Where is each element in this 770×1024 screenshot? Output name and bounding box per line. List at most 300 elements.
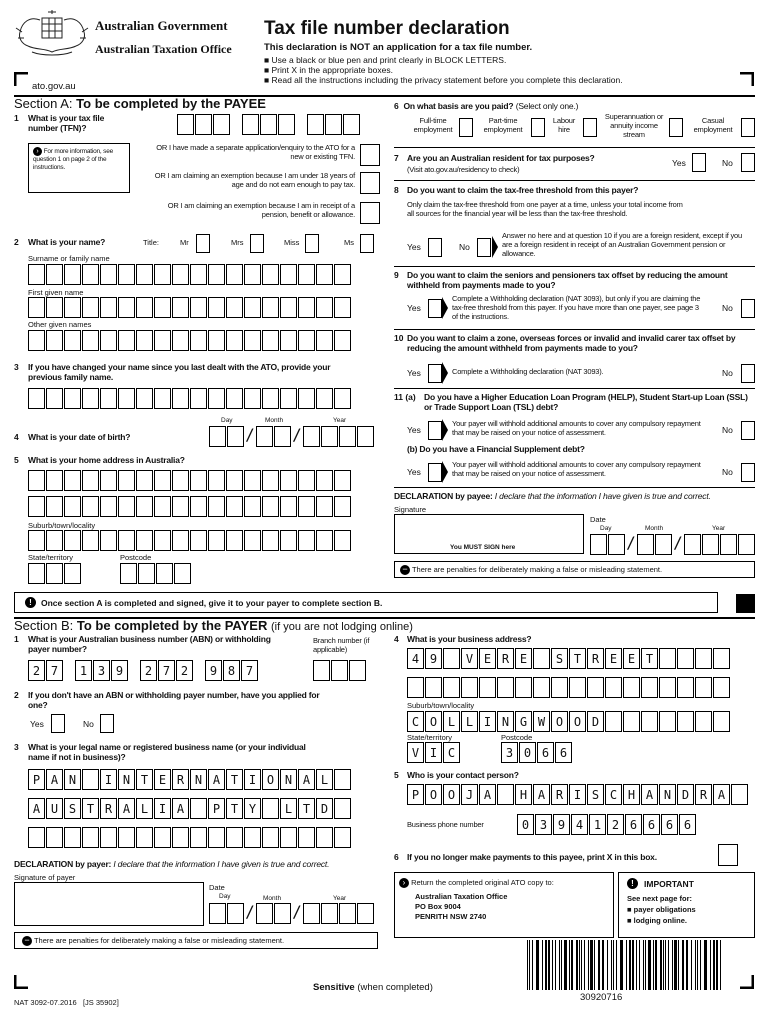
char-box[interactable]	[136, 297, 153, 318]
char-box[interactable]	[100, 496, 117, 517]
char-box[interactable]	[244, 297, 261, 318]
char-box[interactable]	[316, 530, 333, 551]
char-box[interactable]	[118, 496, 135, 517]
abn-digit-box[interactable]: 7	[158, 660, 175, 681]
char-box[interactable]	[154, 330, 171, 351]
char-box[interactable]: 9	[553, 814, 570, 835]
char-box[interactable]: A	[533, 784, 550, 805]
char-box[interactable]	[136, 827, 153, 848]
char-box[interactable]	[316, 264, 333, 285]
char-box[interactable]	[677, 648, 694, 669]
char-box[interactable]	[713, 677, 730, 698]
q1-or2-checkbox[interactable]	[360, 172, 380, 194]
char-box[interactable]	[136, 388, 153, 409]
char-box[interactable]: C	[443, 742, 460, 763]
char-box[interactable]	[190, 297, 207, 318]
char-box[interactable]	[154, 297, 171, 318]
char-box[interactable]: C	[605, 784, 622, 805]
char-box[interactable]	[334, 496, 351, 517]
home-address-line1[interactable]	[28, 470, 352, 491]
char-box[interactable]	[100, 388, 117, 409]
char-box[interactable]	[479, 677, 496, 698]
branch-number-input[interactable]	[313, 660, 367, 681]
char-box[interactable]	[172, 496, 189, 517]
char-box[interactable]	[244, 470, 261, 491]
char-box[interactable]	[64, 330, 81, 351]
char-box[interactable]	[190, 264, 207, 285]
char-box[interactable]	[82, 388, 99, 409]
char-box[interactable]	[587, 677, 604, 698]
char-box[interactable]: A	[713, 784, 730, 805]
char-box[interactable]: O	[425, 784, 442, 805]
abn-digit-box[interactable]: 8	[223, 660, 240, 681]
char-box[interactable]	[244, 264, 261, 285]
previous-name-input[interactable]	[28, 388, 352, 409]
business-address-line1[interactable]	[407, 648, 731, 669]
char-box[interactable]: E	[515, 648, 532, 669]
home-address-line2[interactable]	[28, 496, 352, 517]
char-box[interactable]: O	[443, 784, 460, 805]
char-box[interactable]	[226, 530, 243, 551]
payer-signature-field[interactable]	[14, 882, 204, 926]
char-box[interactable]	[533, 648, 550, 669]
q8-no-checkbox[interactable]	[477, 238, 491, 257]
char-box[interactable]	[154, 827, 171, 848]
char-box[interactable]	[154, 388, 171, 409]
char-box[interactable]	[226, 297, 243, 318]
char-box[interactable]	[154, 530, 171, 551]
char-box[interactable]	[334, 388, 351, 409]
char-box[interactable]	[46, 264, 63, 285]
char-box[interactable]: O	[425, 711, 442, 732]
char-box[interactable]: L	[443, 711, 460, 732]
char-box[interactable]	[46, 388, 63, 409]
char-box[interactable]	[244, 530, 261, 551]
char-box[interactable]: L	[316, 769, 333, 790]
char-box[interactable]	[64, 530, 81, 551]
char-box[interactable]	[136, 264, 153, 285]
char-box[interactable]: T	[226, 769, 243, 790]
char-box[interactable]: A	[172, 798, 189, 819]
char-box[interactable]: R	[497, 648, 514, 669]
suburb-input[interactable]	[28, 530, 352, 551]
q10-yes-checkbox[interactable]	[428, 364, 442, 383]
char-box[interactable]	[605, 711, 622, 732]
char-box[interactable]: E	[605, 648, 622, 669]
char-box[interactable]	[298, 264, 315, 285]
char-box[interactable]	[443, 677, 460, 698]
char-box[interactable]: 6	[661, 814, 678, 835]
char-box[interactable]: I	[425, 742, 442, 763]
char-box[interactable]: H	[515, 784, 532, 805]
char-box[interactable]	[407, 677, 424, 698]
business-name-line2[interactable]	[28, 798, 352, 819]
char-box[interactable]	[280, 330, 297, 351]
char-box[interactable]	[569, 677, 586, 698]
char-box[interactable]	[208, 330, 225, 351]
q6-fulltime-checkbox[interactable]	[459, 118, 473, 137]
char-box[interactable]	[226, 264, 243, 285]
char-box[interactable]	[190, 798, 207, 819]
char-box[interactable]	[497, 784, 514, 805]
char-box[interactable]	[46, 297, 63, 318]
business-phone-input[interactable]	[517, 814, 697, 835]
char-box[interactable]	[262, 827, 279, 848]
char-box[interactable]	[605, 677, 622, 698]
char-box[interactable]	[262, 297, 279, 318]
char-box[interactable]	[46, 530, 63, 551]
char-box[interactable]	[136, 530, 153, 551]
char-box[interactable]: 6	[555, 742, 572, 763]
char-box[interactable]	[28, 496, 45, 517]
website-link[interactable]: ato.gov.au	[32, 81, 76, 92]
char-box[interactable]	[262, 496, 279, 517]
char-box[interactable]: G	[515, 711, 532, 732]
char-box[interactable]	[82, 496, 99, 517]
char-box[interactable]	[208, 496, 225, 517]
char-box[interactable]: C	[407, 711, 424, 732]
char-box[interactable]: W	[533, 711, 550, 732]
title-ms-checkbox[interactable]	[360, 234, 374, 253]
payee-signature-field[interactable]	[394, 514, 584, 554]
no-longer-paying-checkbox[interactable]	[718, 844, 738, 866]
char-box[interactable]	[298, 470, 315, 491]
abn-digit-box[interactable]: 1	[75, 660, 92, 681]
business-address-line2[interactable]	[407, 677, 731, 698]
abn-digit-box[interactable]: 2	[140, 660, 157, 681]
char-box[interactable]	[695, 711, 712, 732]
business-name-line3[interactable]	[28, 827, 352, 848]
char-box[interactable]	[208, 827, 225, 848]
char-box[interactable]: 1	[589, 814, 606, 835]
char-box[interactable]	[190, 330, 207, 351]
char-box[interactable]	[316, 470, 333, 491]
char-box[interactable]	[316, 330, 333, 351]
char-box[interactable]: R	[695, 784, 712, 805]
char-box[interactable]	[190, 827, 207, 848]
postcode-input[interactable]	[120, 563, 192, 584]
char-box[interactable]	[118, 388, 135, 409]
char-box[interactable]	[190, 530, 207, 551]
q6-super-checkbox[interactable]	[669, 118, 683, 137]
char-box[interactable]: 3	[535, 814, 552, 835]
q1-or1-checkbox[interactable]	[360, 144, 380, 166]
char-box[interactable]: S	[64, 798, 81, 819]
char-box[interactable]: S	[587, 784, 604, 805]
char-box[interactable]: N	[497, 711, 514, 732]
char-box[interactable]: V	[407, 742, 424, 763]
q6-labourhire-checkbox[interactable]	[583, 118, 597, 137]
char-box[interactable]: A	[28, 798, 45, 819]
char-box[interactable]	[226, 827, 243, 848]
char-box[interactable]	[262, 798, 279, 819]
char-box[interactable]	[190, 470, 207, 491]
char-box[interactable]: 3	[501, 742, 518, 763]
char-box[interactable]	[280, 530, 297, 551]
char-box[interactable]	[46, 470, 63, 491]
char-box[interactable]	[46, 496, 63, 517]
char-box[interactable]: E	[154, 769, 171, 790]
char-box[interactable]: 0	[517, 814, 534, 835]
char-box[interactable]: U	[46, 798, 63, 819]
char-box[interactable]	[28, 388, 45, 409]
char-box[interactable]	[100, 827, 117, 848]
payee-sign-date-input[interactable]: / /	[590, 534, 756, 555]
char-box[interactable]	[118, 470, 135, 491]
char-box[interactable]	[118, 297, 135, 318]
char-box[interactable]	[28, 530, 45, 551]
char-box[interactable]: R	[587, 648, 604, 669]
char-box[interactable]	[82, 470, 99, 491]
char-box[interactable]: T	[641, 648, 658, 669]
abn-input[interactable]	[28, 660, 259, 681]
char-box[interactable]	[298, 388, 315, 409]
char-box[interactable]	[208, 470, 225, 491]
char-box[interactable]: D	[587, 711, 604, 732]
char-box[interactable]	[226, 470, 243, 491]
char-box[interactable]	[316, 297, 333, 318]
char-box[interactable]: O	[262, 769, 279, 790]
abn-digit-box[interactable]: 9	[111, 660, 128, 681]
dob-input[interactable]: / /	[209, 426, 375, 447]
char-box[interactable]	[695, 677, 712, 698]
char-box[interactable]	[136, 470, 153, 491]
char-box[interactable]: P	[28, 769, 45, 790]
char-box[interactable]	[316, 388, 333, 409]
char-box[interactable]	[226, 330, 243, 351]
char-box[interactable]	[172, 330, 189, 351]
char-box[interactable]: O	[569, 711, 586, 732]
char-box[interactable]	[172, 530, 189, 551]
char-box[interactable]: 6	[679, 814, 696, 835]
char-box[interactable]	[208, 388, 225, 409]
char-box[interactable]	[298, 827, 315, 848]
char-box[interactable]: D	[316, 798, 333, 819]
abn-digit-box[interactable]: 9	[205, 660, 222, 681]
char-box[interactable]: A	[118, 798, 135, 819]
char-box[interactable]: D	[677, 784, 694, 805]
char-box[interactable]: 4	[571, 814, 588, 835]
char-box[interactable]: E	[623, 648, 640, 669]
first-name-input[interactable]	[28, 297, 352, 318]
b-q2-no-checkbox[interactable]	[100, 714, 114, 733]
char-box[interactable]	[659, 711, 676, 732]
char-box[interactable]	[46, 330, 63, 351]
char-box[interactable]	[208, 264, 225, 285]
char-box[interactable]	[118, 530, 135, 551]
char-box[interactable]: R	[172, 769, 189, 790]
abn-digit-box[interactable]: 7	[46, 660, 63, 681]
char-box[interactable]	[226, 496, 243, 517]
char-box[interactable]: N	[64, 769, 81, 790]
char-box[interactable]	[118, 827, 135, 848]
char-box[interactable]	[262, 264, 279, 285]
char-box[interactable]	[641, 711, 658, 732]
char-box[interactable]	[298, 496, 315, 517]
char-box[interactable]: P	[407, 784, 424, 805]
char-box[interactable]	[226, 388, 243, 409]
q8-yes-checkbox[interactable]	[428, 238, 442, 257]
abn-digit-box[interactable]: 2	[28, 660, 45, 681]
char-box[interactable]	[262, 330, 279, 351]
q11a-yes-checkbox[interactable]	[428, 421, 442, 440]
char-box[interactable]: S	[551, 648, 568, 669]
char-box[interactable]: 9	[425, 648, 442, 669]
char-box[interactable]	[190, 388, 207, 409]
char-box[interactable]	[28, 827, 45, 848]
surname-input[interactable]	[28, 264, 352, 285]
char-box[interactable]	[46, 827, 63, 848]
title-mr-checkbox[interactable]	[196, 234, 210, 253]
tfn-input[interactable]	[177, 114, 361, 135]
char-box[interactable]	[64, 827, 81, 848]
char-box[interactable]: L	[280, 798, 297, 819]
q7-yes-checkbox[interactable]	[692, 153, 706, 172]
char-box[interactable]: 4	[407, 648, 424, 669]
char-box[interactable]: J	[461, 784, 478, 805]
char-box[interactable]	[208, 297, 225, 318]
char-box[interactable]: I	[479, 711, 496, 732]
char-box[interactable]	[334, 264, 351, 285]
char-box[interactable]: N	[190, 769, 207, 790]
char-box[interactable]	[172, 827, 189, 848]
char-box[interactable]	[64, 470, 81, 491]
char-box[interactable]: A	[298, 769, 315, 790]
char-box[interactable]	[425, 677, 442, 698]
char-box[interactable]	[280, 470, 297, 491]
char-box[interactable]: 6	[537, 742, 554, 763]
char-box[interactable]	[695, 648, 712, 669]
title-mrs-checkbox[interactable]	[250, 234, 264, 253]
char-box[interactable]	[118, 264, 135, 285]
char-box[interactable]	[244, 388, 261, 409]
char-box[interactable]	[172, 388, 189, 409]
char-box[interactable]	[551, 677, 568, 698]
char-box[interactable]	[154, 264, 171, 285]
q9-yes-checkbox[interactable]	[428, 299, 442, 318]
char-box[interactable]	[623, 711, 640, 732]
char-box[interactable]: T	[136, 769, 153, 790]
char-box[interactable]	[28, 330, 45, 351]
char-box[interactable]	[82, 264, 99, 285]
char-box[interactable]	[334, 769, 351, 790]
char-box[interactable]	[172, 470, 189, 491]
char-box[interactable]: 2	[607, 814, 624, 835]
b-q2-yes-checkbox[interactable]	[51, 714, 65, 733]
char-box[interactable]	[334, 330, 351, 351]
q7-no-checkbox[interactable]	[741, 153, 755, 172]
char-box[interactable]	[280, 264, 297, 285]
char-box[interactable]: N	[659, 784, 676, 805]
char-box[interactable]	[100, 297, 117, 318]
char-box[interactable]	[443, 648, 460, 669]
char-box[interactable]	[208, 530, 225, 551]
char-box[interactable]: N	[118, 769, 135, 790]
char-box[interactable]: T	[298, 798, 315, 819]
char-box[interactable]	[244, 496, 261, 517]
char-box[interactable]: I	[100, 769, 117, 790]
char-box[interactable]: I	[569, 784, 586, 805]
char-box[interactable]	[298, 297, 315, 318]
char-box[interactable]	[334, 470, 351, 491]
char-box[interactable]	[713, 648, 730, 669]
char-box[interactable]	[461, 677, 478, 698]
char-box[interactable]	[82, 769, 99, 790]
char-box[interactable]: T	[226, 798, 243, 819]
char-box[interactable]: L	[461, 711, 478, 732]
payer-sign-date-input[interactable]: / /	[209, 903, 375, 924]
char-box[interactable]: V	[461, 648, 478, 669]
char-box[interactable]	[262, 470, 279, 491]
char-box[interactable]	[82, 330, 99, 351]
abn-digit-box[interactable]: 2	[176, 660, 193, 681]
char-box[interactable]	[136, 330, 153, 351]
char-box[interactable]: T	[82, 798, 99, 819]
q9-no-checkbox[interactable]	[741, 299, 755, 318]
char-box[interactable]	[497, 677, 514, 698]
char-box[interactable]	[659, 677, 676, 698]
char-box[interactable]: 6	[643, 814, 660, 835]
char-box[interactable]: Y	[244, 798, 261, 819]
char-box[interactable]	[262, 388, 279, 409]
char-box[interactable]	[100, 264, 117, 285]
char-box[interactable]: 0	[519, 742, 536, 763]
char-box[interactable]	[64, 297, 81, 318]
char-box[interactable]	[154, 470, 171, 491]
abn-digit-box[interactable]: 7	[241, 660, 258, 681]
char-box[interactable]: O	[551, 711, 568, 732]
char-box[interactable]	[533, 677, 550, 698]
char-box[interactable]	[64, 264, 81, 285]
char-box[interactable]	[659, 648, 676, 669]
char-box[interactable]	[136, 496, 153, 517]
char-box[interactable]: R	[100, 798, 117, 819]
char-box[interactable]: P	[208, 798, 225, 819]
char-box[interactable]	[100, 470, 117, 491]
business-postcode-input[interactable]	[501, 742, 573, 763]
char-box[interactable]	[64, 388, 81, 409]
char-box[interactable]	[280, 827, 297, 848]
char-box[interactable]	[334, 297, 351, 318]
char-box[interactable]	[298, 330, 315, 351]
q6-parttime-checkbox[interactable]	[531, 118, 545, 137]
char-box[interactable]: E	[479, 648, 496, 669]
char-box[interactable]	[677, 711, 694, 732]
char-box[interactable]: A	[479, 784, 496, 805]
char-box[interactable]	[262, 530, 279, 551]
char-box[interactable]: T	[569, 648, 586, 669]
char-box[interactable]	[244, 330, 261, 351]
char-box[interactable]	[334, 530, 351, 551]
char-box[interactable]	[280, 297, 297, 318]
char-box[interactable]	[280, 496, 297, 517]
char-box[interactable]	[623, 677, 640, 698]
business-suburb-input[interactable]	[407, 711, 731, 732]
business-state-input[interactable]	[407, 742, 461, 763]
state-input[interactable]	[28, 563, 82, 584]
q1-or3-checkbox[interactable]	[360, 202, 380, 224]
contact-person-input[interactable]	[407, 784, 749, 805]
char-box[interactable]	[641, 677, 658, 698]
char-box[interactable]	[172, 264, 189, 285]
q11b-no-checkbox[interactable]	[741, 463, 755, 482]
char-box[interactable]: A	[641, 784, 658, 805]
char-box[interactable]	[28, 470, 45, 491]
char-box[interactable]	[100, 330, 117, 351]
q11a-no-checkbox[interactable]	[741, 421, 755, 440]
title-miss-checkbox[interactable]	[305, 234, 319, 253]
char-box[interactable]: R	[551, 784, 568, 805]
